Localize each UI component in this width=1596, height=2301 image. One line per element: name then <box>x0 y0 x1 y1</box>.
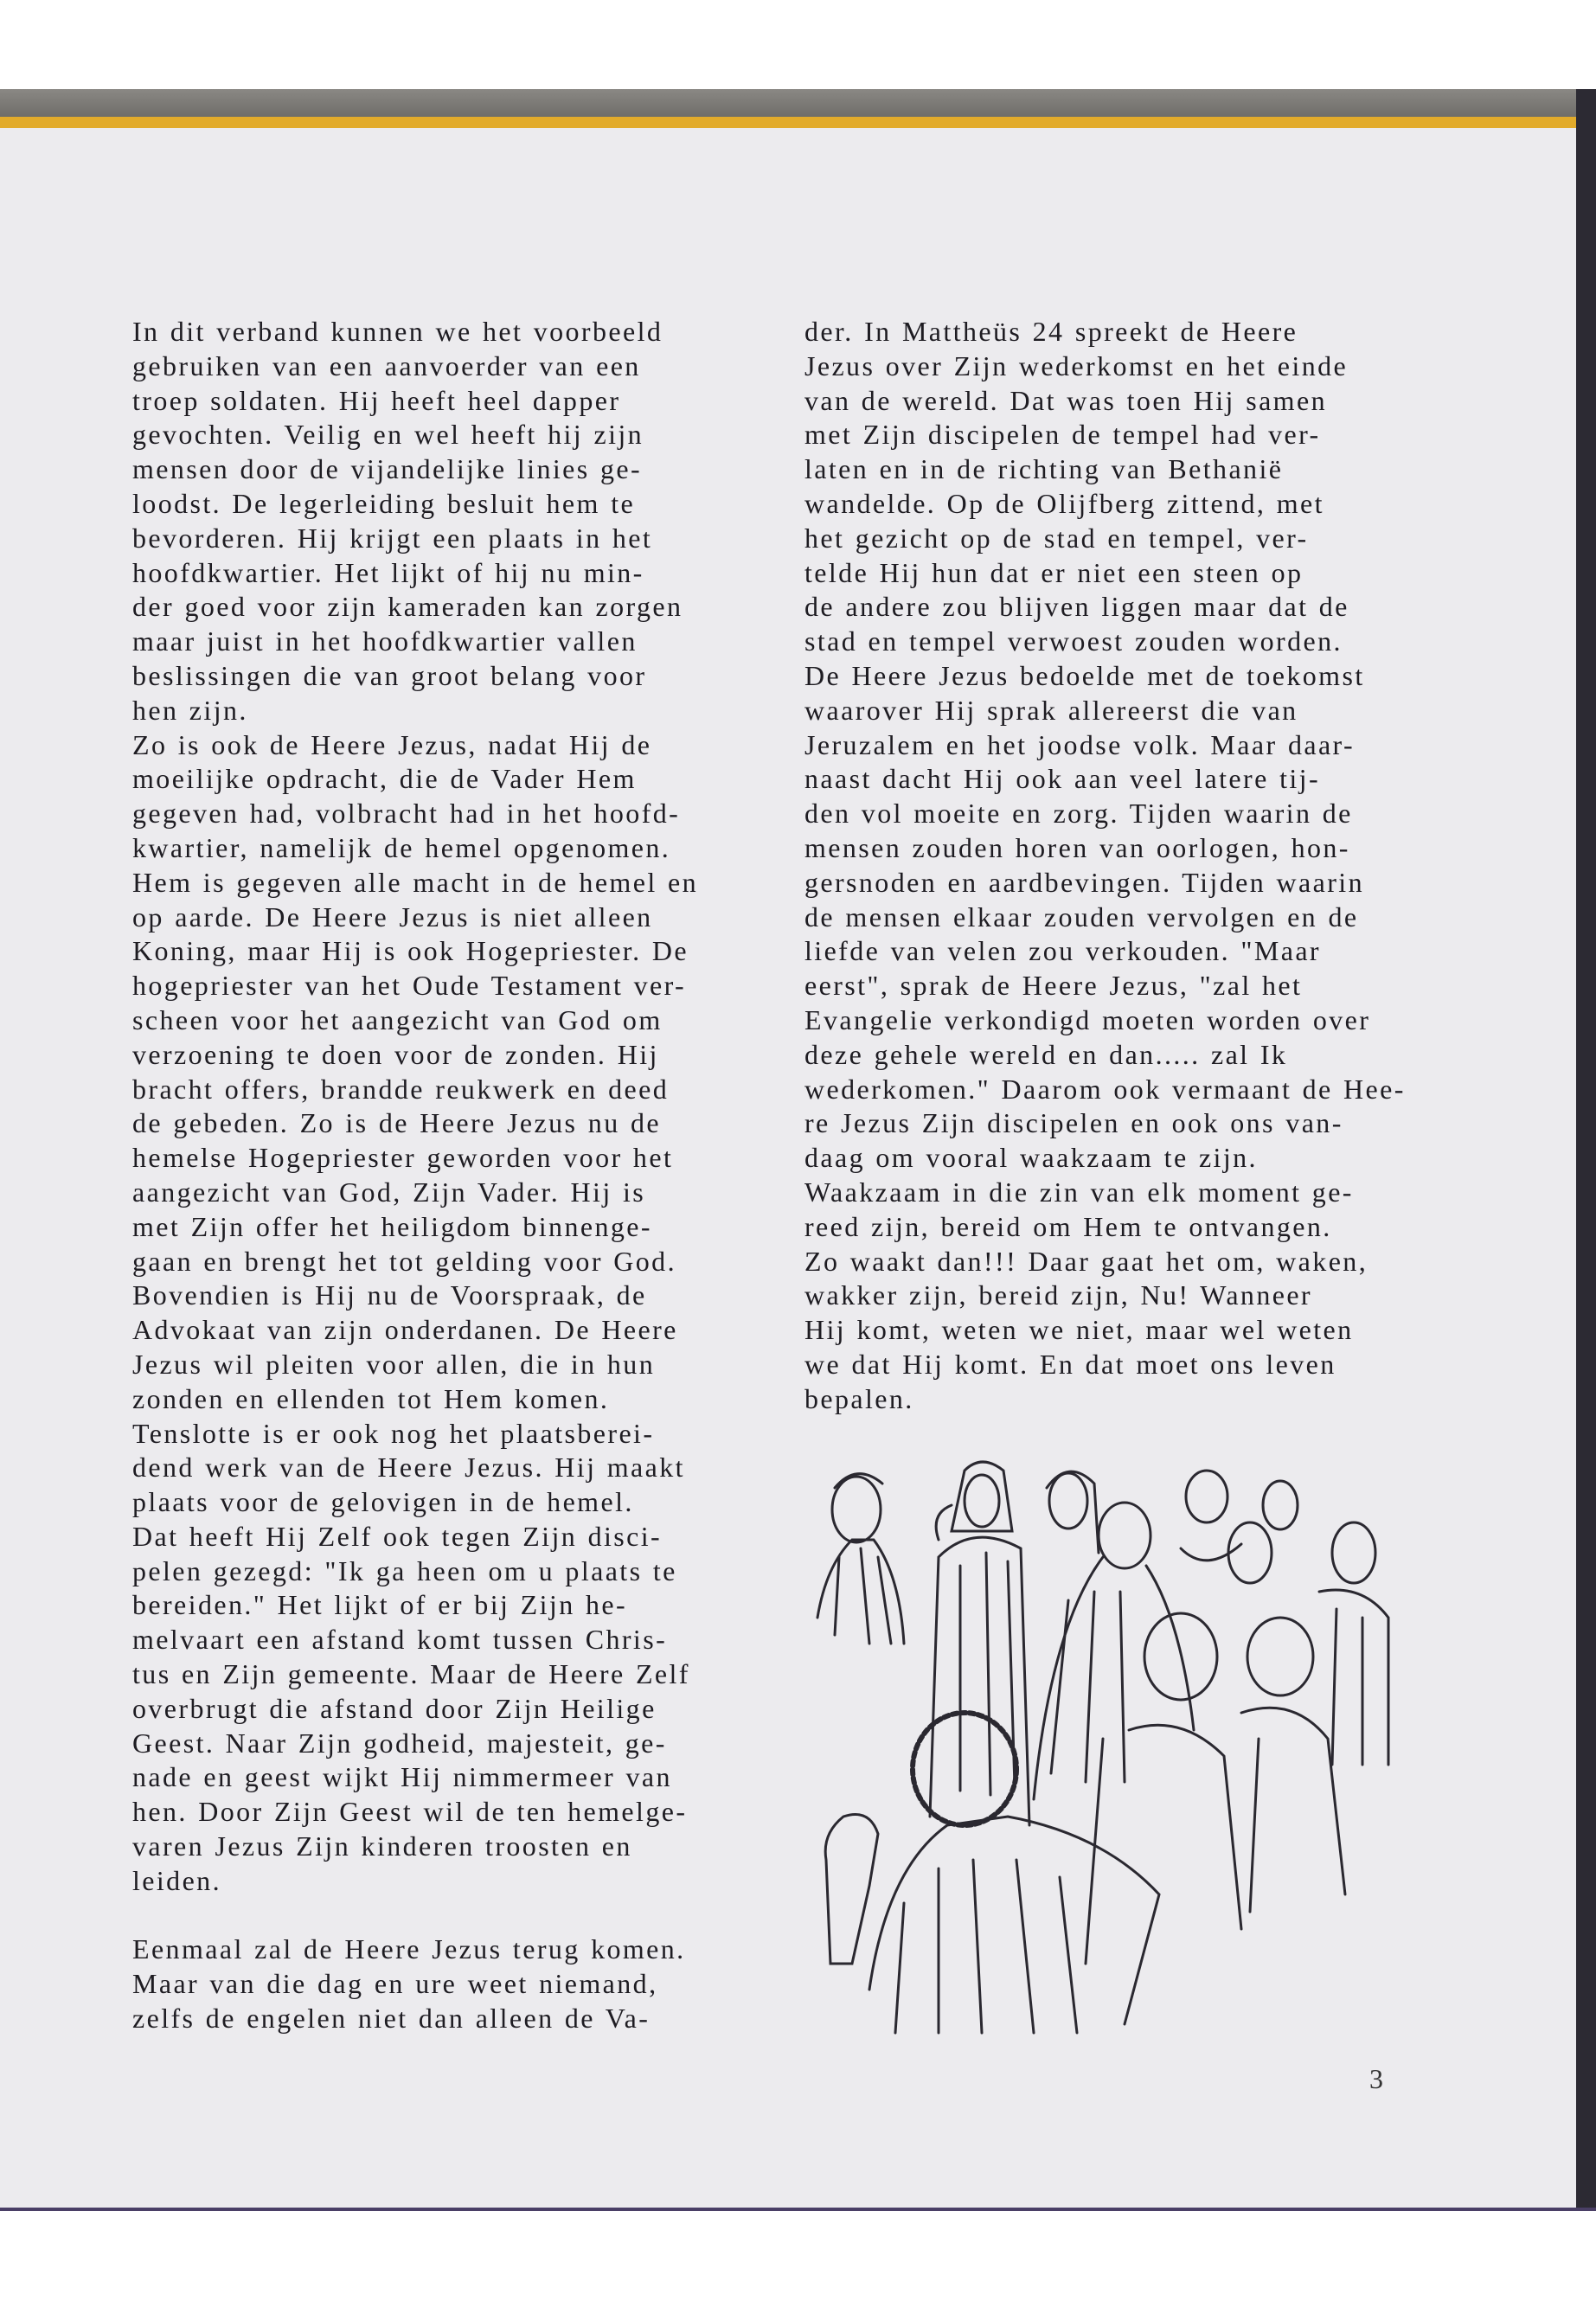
text-line: de mensen elkaar zouden vervolgen en de <box>804 901 1359 933</box>
text-line: maar juist in het hoofdkwartier vallen <box>132 625 638 657</box>
text-line: het gezicht op de stad en tempel, ver- <box>804 522 1309 554</box>
text-line: zonden en ellenden tot Hem komen. <box>132 1382 610 1414</box>
text-line: troep soldaten. Hij heeft heel dapper <box>132 384 621 416</box>
text-line: moeilijke opdracht, die de Vader Hem <box>132 763 637 795</box>
page-number: 3 <box>1369 2063 1383 2094</box>
text-line: verzoening te doen voor de zonden. Hij <box>132 1038 659 1070</box>
text-line: scheen voor het aangezicht van God om <box>132 1003 663 1035</box>
text-line: plaats voor de gelovigen in de hemel. <box>132 1486 634 1518</box>
text-line: gersnoden en aardbevingen. Tijden waarin <box>804 866 1364 898</box>
right-cover-edge <box>1576 89 1596 2210</box>
text-line: met Zijn offer het heiligdom binnenge- <box>132 1210 652 1242</box>
disciple-figure-foreground <box>825 1713 1159 2033</box>
text-line: Koning, maar Hij is ook Hogepriester. De <box>132 935 689 967</box>
text-line: leiden. <box>132 1864 221 1896</box>
text-line: hen. Door Zijn Geest wil de ten hemelge- <box>132 1796 688 1828</box>
text-line: hogepriester van het Oude Testament ver- <box>132 970 687 1002</box>
text-line: naast dacht Hij ook aan veel latere tij- <box>804 763 1321 795</box>
text-line: Jeruzalem en het joodse volk. Maar daar- <box>804 728 1356 760</box>
text-line: Dat heeft Hij Zelf ook tegen Zijn disci- <box>132 1520 663 1552</box>
text-line: bevorderen. Hij krijgt een plaats in het <box>132 522 653 554</box>
text-line: mensen door de vijandelijke linies ge- <box>132 453 643 485</box>
disciple-figure-center <box>1034 1471 1194 1799</box>
text-line: Zo is ook de Heere Jezus, nadat Hij de <box>132 728 652 760</box>
right-text-column <box>804 315 1406 1417</box>
text-line: tus en Zijn gemeente. Maar de Heere Zelf <box>132 1658 690 1690</box>
text-line: In dit verband kunnen we het voorbeeld <box>132 316 663 347</box>
text-line: zelfs de engelen niet dan alleen de Va- <box>132 2003 651 2035</box>
text-line: gevochten. Veilig en wel heeft hij zijn <box>132 419 644 451</box>
text-line: Maar van die dag en ure weet niemand, <box>132 1968 658 2000</box>
text-line: Jezus over Zijn wederkomst en het einde <box>804 349 1349 381</box>
disciple-figures-right <box>1086 1471 1388 1964</box>
text-line: varen Jezus Zijn kinderen troosten en <box>132 1830 632 1862</box>
text-line: Geest. Naar Zijn godheid, majesteit, ge- <box>132 1727 667 1759</box>
text-line: Eenmaal zal de Heere Jezus terug komen. <box>132 1933 686 1965</box>
text-line: wakker zijn, bereid zijn, Nu! Wanneer <box>804 1279 1312 1311</box>
text-line: nade en geest wijkt Hij nimmermeer van <box>132 1761 672 1793</box>
yellow-edge-stripe <box>0 117 1576 128</box>
text-line: de andere zou blijven liggen maar dat de <box>804 591 1349 623</box>
text-line: van de wereld. Dat was toen Hij samen <box>804 384 1327 416</box>
text-line: gaan en brengt het tot gelding voor God. <box>132 1245 676 1277</box>
text-line: aangezicht van God, Zijn Vader. Hij is <box>132 1176 646 1208</box>
text-line: stad en tempel verwoest zouden worden. <box>804 625 1343 657</box>
text-line: pelen gezegd: "Ik ga heen om u plaats te <box>132 1554 677 1586</box>
text-line: Evangelie verkondigd moeten worden over <box>804 1003 1371 1035</box>
text-line: Hem is gegeven alle macht in de hemel en <box>132 866 699 898</box>
text-line: mensen zouden horen van oorlogen, hon- <box>804 831 1350 863</box>
text-line: we dat Hij komt. En dat moet ons leven <box>804 1348 1336 1380</box>
text-line: laten en in de richting van Bethanië <box>804 453 1284 485</box>
bottom-cover-edge <box>0 2208 1596 2211</box>
paragraph-gap <box>132 1899 698 1933</box>
text-line: beslissingen die van groot belang voor <box>132 659 647 691</box>
text-line: Tenslotte is er ook nog het plaatsberei- <box>132 1417 655 1449</box>
text-line: Jezus wil pleiten voor allen, die in hun <box>132 1348 656 1380</box>
text-line: bracht offers, brandde reukwerk en deed <box>132 1073 670 1105</box>
text-line: deze gehele wereld en dan..... zal Ik <box>804 1038 1288 1070</box>
text-line: bepalen. <box>804 1382 914 1414</box>
left-text-column <box>132 315 698 2036</box>
text-line: Advokaat van zijn onderdanen. De Heere <box>132 1314 678 1346</box>
illustration-disciples-looking-up <box>800 1453 1416 2061</box>
text-line: de gebeden. Zo is de Heere Jezus nu de <box>132 1107 661 1139</box>
text-line: telde Hij hun dat er niet een steen op <box>804 556 1304 588</box>
text-line: hemelse Hogepriester geworden voor het <box>132 1142 674 1174</box>
disciple-figure-left <box>817 1474 904 1644</box>
text-line: den vol moeite en zorg. Tijden waarin de <box>804 798 1353 830</box>
text-line: loodst. De legerleiding besluit hem te <box>132 487 636 519</box>
text-line: liefde van velen zou verkouden. "Maar <box>804 935 1321 967</box>
text-line: Hij komt, weten we niet, maar wel weten <box>804 1314 1354 1346</box>
text-line: op aarde. De Heere Jezus is niet alleen <box>132 901 653 933</box>
top-cover-band <box>0 89 1576 117</box>
text-line: der. In Mattheüs 24 spreekt de Heere <box>804 316 1298 347</box>
text-line: Zo waakt dan!!! Daar gaat het om, waken, <box>804 1245 1368 1277</box>
text-line: overbrugt die afstand door Zijn Heilige <box>132 1692 657 1724</box>
text-line: eerst", sprak de Heere Jezus, "zal het <box>804 970 1303 1002</box>
text-line: der goed voor zijn kameraden kan zorgen <box>132 591 683 623</box>
text-line: Waakzaam in die zin van elk moment ge- <box>804 1176 1354 1208</box>
text-line: melvaart een afstand komt tussen Chris- <box>132 1624 668 1656</box>
text-line: bereiden." Het lijkt of er bij Zijn he- <box>132 1589 628 1621</box>
text-line: wandelde. Op de Olijfberg zittend, met <box>804 487 1324 519</box>
text-line: waarover Hij sprak allereerst die van <box>804 694 1298 726</box>
text-line: gebruiken van een aanvoerder van een <box>132 349 641 381</box>
text-line: gegeven had, volbracht had in het hoofd- <box>132 798 681 830</box>
text-line: Bovendien is Hij nu de Voorspraak, de <box>132 1279 647 1311</box>
text-line: met Zijn discipelen de tempel had ver- <box>804 419 1321 451</box>
text-line: hoofdkwartier. Het lijkt of hij nu min- <box>132 556 644 588</box>
text-line: re Jezus Zijn discipelen en ook ons van- <box>804 1107 1343 1139</box>
text-line: reed zijn, bereid om Hem te ontvangen. <box>804 1210 1332 1242</box>
text-line: De Heere Jezus bedoelde met de toekomst <box>804 659 1365 691</box>
text-line: kwartier, namelijk de hemel opgenomen. <box>132 831 671 863</box>
text-line: hen zijn. <box>132 694 248 726</box>
text-line: dend werk van de Heere Jezus. Hij maakt <box>132 1452 685 1484</box>
text-line: daag om vooral waakzaam te zijn. <box>804 1142 1258 1174</box>
text-line: wederkomen." Daarom ook vermaant de Hee- <box>804 1073 1406 1105</box>
